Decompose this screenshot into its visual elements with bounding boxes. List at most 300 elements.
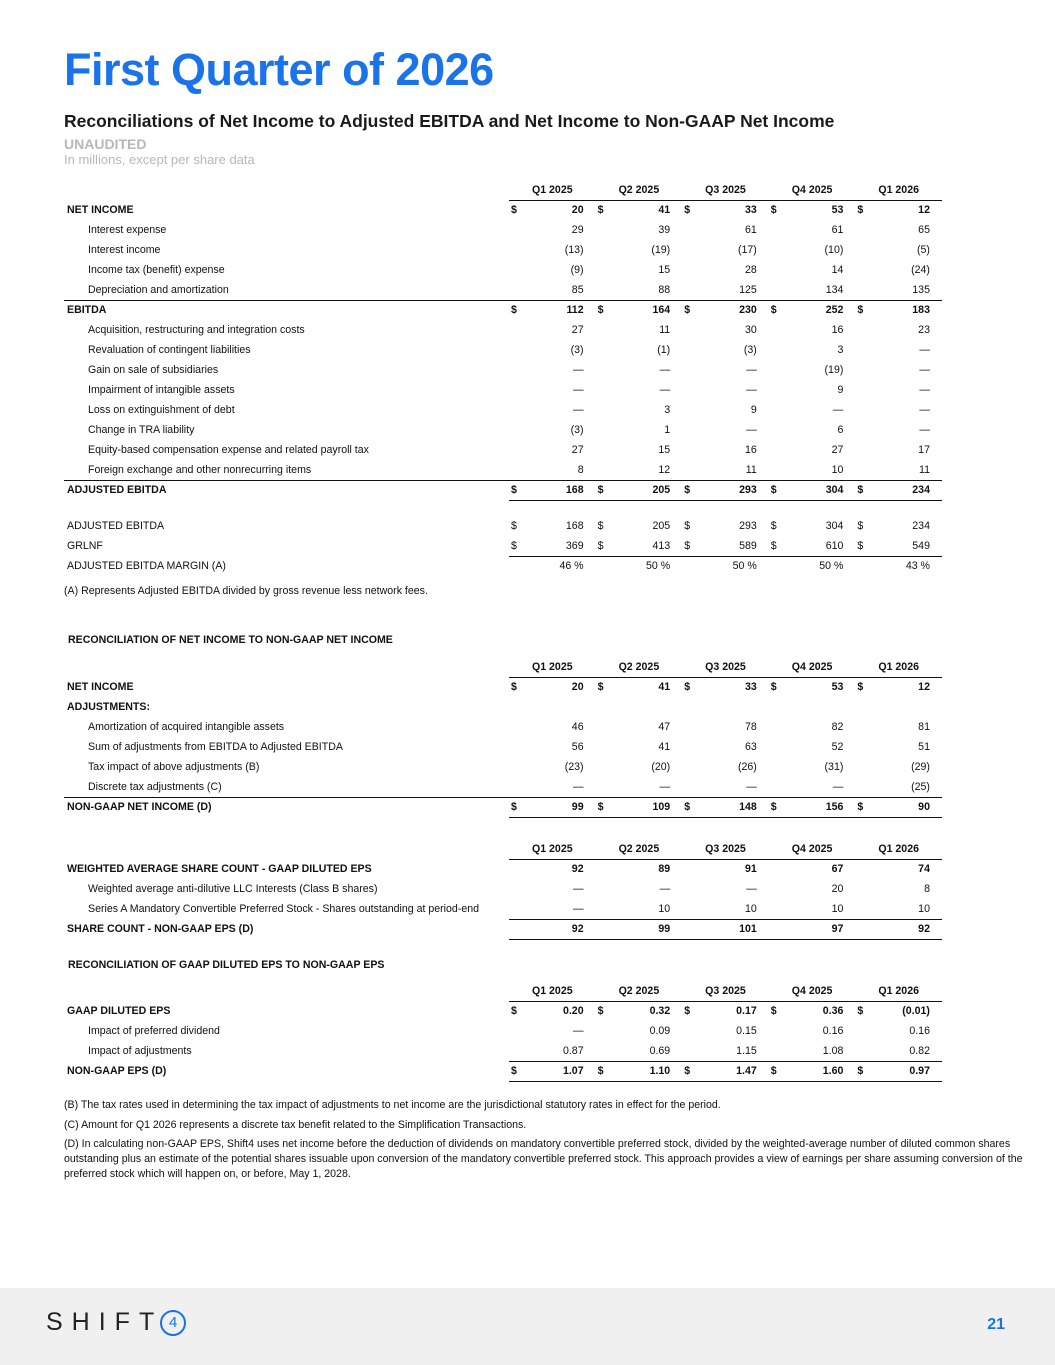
row-label: Impact of preferred dividend bbox=[88, 1025, 220, 1037]
ebitda-margin-table bbox=[64, 516, 942, 576]
currency-symbol bbox=[596, 220, 614, 240]
value-cell: 304 bbox=[825, 520, 844, 532]
currency-symbol bbox=[596, 1021, 614, 1041]
currency-symbol: $ bbox=[509, 797, 527, 817]
currency-symbol bbox=[682, 420, 700, 440]
table-row bbox=[64, 797, 942, 817]
currency-symbol: $ bbox=[770, 520, 777, 532]
value-cell: — bbox=[746, 364, 757, 376]
currency-symbol bbox=[682, 737, 700, 757]
value-cell: 27 bbox=[571, 444, 584, 456]
quarter-header: Q1 2026 bbox=[855, 180, 942, 200]
value-cell: 20 bbox=[571, 204, 584, 217]
currency-symbol bbox=[509, 240, 527, 260]
value-cell: 1.07 bbox=[527, 1061, 596, 1081]
quarter-header: Q1 2026 bbox=[855, 981, 942, 1001]
quarter-header: Q1 2025 bbox=[509, 839, 596, 859]
currency-symbol: $ bbox=[682, 480, 700, 500]
currency-symbol bbox=[855, 859, 873, 879]
value-cell: 0.69 bbox=[614, 1041, 683, 1061]
currency-symbol bbox=[769, 717, 787, 737]
currency-symbol bbox=[855, 380, 873, 400]
value-cell: 369 bbox=[527, 536, 596, 556]
value-cell: 293 bbox=[700, 480, 769, 500]
table-row bbox=[64, 516, 942, 536]
value-cell: 27 bbox=[571, 324, 584, 336]
currency-symbol bbox=[509, 717, 527, 737]
page-subtitle: Reconciliations of Net Income to Adjusted EBITDA and Net Income to Non-GAAP Net Income bbox=[64, 111, 835, 131]
value-cell: 28 bbox=[744, 264, 757, 276]
currency-symbol bbox=[596, 919, 614, 939]
row-label: Series A Mandatory Convertible Preferred Stock - Shares outstanding at period-end bbox=[88, 903, 480, 915]
value-cell: 63 bbox=[744, 741, 757, 753]
currency-symbol bbox=[509, 777, 527, 797]
value-cell: 168 bbox=[527, 480, 596, 500]
value-cell: 29 bbox=[571, 224, 584, 236]
value-cell: 53 bbox=[831, 681, 844, 694]
table-row bbox=[64, 777, 942, 797]
currency-symbol bbox=[682, 879, 700, 899]
row-label: EBITDA bbox=[64, 300, 509, 320]
currency-symbol: $ bbox=[596, 797, 614, 817]
currency-symbol bbox=[769, 440, 787, 460]
value-cell: 0.87 bbox=[527, 1041, 596, 1061]
value-cell: 589 bbox=[700, 536, 769, 556]
adjusted-ebitda-table bbox=[64, 180, 942, 501]
value-cell: 61 bbox=[831, 224, 844, 236]
value-cell: 92 bbox=[527, 919, 596, 939]
row-label: Interest expense bbox=[88, 224, 167, 236]
value-cell: 234 bbox=[912, 520, 930, 532]
value-cell: — bbox=[746, 384, 757, 396]
currency-symbol bbox=[769, 400, 787, 420]
value-cell: 78 bbox=[744, 721, 757, 733]
currency-symbol: $ bbox=[857, 204, 864, 217]
table-row bbox=[64, 220, 942, 240]
value-cell: 50 % bbox=[646, 560, 671, 573]
value-cell: 17 bbox=[918, 444, 930, 456]
currency-symbol bbox=[855, 400, 873, 420]
row-label: Amortization of acquired intangible assets bbox=[88, 721, 285, 733]
row-label: Impact of adjustments bbox=[88, 1045, 192, 1057]
value-cell: 1.47 bbox=[700, 1061, 769, 1081]
value-cell: 156 bbox=[787, 797, 856, 817]
currency-symbol bbox=[509, 737, 527, 757]
currency-symbol bbox=[769, 899, 787, 919]
quarter-header: Q2 2025 bbox=[596, 657, 683, 677]
value-cell: 99 bbox=[527, 797, 596, 817]
currency-symbol: $ bbox=[769, 300, 787, 320]
value-cell: 10 bbox=[873, 899, 942, 919]
currency-symbol bbox=[509, 340, 527, 360]
table-row bbox=[64, 200, 942, 220]
value-cell: 16 bbox=[831, 324, 844, 336]
row-label: ADJUSTED EBITDA bbox=[67, 520, 165, 532]
value-cell: 610 bbox=[787, 536, 856, 556]
value-cell: 205 bbox=[652, 520, 671, 532]
currency-symbol: $ bbox=[682, 300, 700, 320]
value-cell: 15 bbox=[658, 444, 671, 456]
value-cell: (10) bbox=[824, 244, 844, 256]
value-cell: — bbox=[919, 424, 930, 436]
value-cell bbox=[614, 697, 683, 717]
currency-symbol bbox=[682, 380, 700, 400]
value-cell: 10 bbox=[787, 899, 856, 919]
value-cell: 52 bbox=[831, 741, 844, 753]
currency-symbol: $ bbox=[855, 480, 873, 500]
currency-symbol: $ bbox=[511, 681, 517, 694]
currency-symbol bbox=[855, 440, 873, 460]
row-label: GRLNF bbox=[67, 540, 103, 552]
table-row bbox=[64, 340, 942, 360]
quarter-header: Q4 2025 bbox=[769, 180, 856, 200]
value-cell: (26) bbox=[737, 761, 757, 773]
currency-symbol bbox=[596, 879, 614, 899]
value-cell: 183 bbox=[873, 300, 942, 320]
value-cell: 89 bbox=[658, 863, 671, 876]
value-cell: 0.36 bbox=[822, 1005, 844, 1018]
value-cell: (0.01) bbox=[902, 1005, 930, 1018]
currency-symbol bbox=[682, 899, 700, 919]
currency-symbol: $ bbox=[597, 204, 604, 217]
value-cell: 16 bbox=[744, 444, 757, 456]
currency-symbol bbox=[509, 879, 527, 899]
value-cell: 27 bbox=[831, 444, 844, 456]
unaudited-label: UNAUDITED bbox=[64, 136, 147, 152]
page-footer bbox=[0, 1288, 1055, 1365]
currency-symbol bbox=[682, 340, 700, 360]
value-cell: 252 bbox=[787, 300, 856, 320]
currency-symbol: $ bbox=[769, 797, 787, 817]
value-cell: (24) bbox=[911, 264, 930, 276]
currency-symbol bbox=[509, 440, 527, 460]
currency-symbol bbox=[509, 320, 527, 340]
value-cell: (5) bbox=[917, 244, 930, 256]
currency-symbol bbox=[682, 919, 700, 939]
currency-symbol: $ bbox=[855, 536, 873, 556]
value-cell: 3 bbox=[837, 344, 844, 356]
quarter-header: Q4 2025 bbox=[769, 657, 856, 677]
row-label: Equity-based compensation expense and related payroll tax bbox=[88, 444, 369, 456]
currency-symbol bbox=[769, 556, 787, 576]
currency-symbol bbox=[596, 737, 614, 757]
currency-symbol bbox=[509, 1021, 527, 1041]
currency-symbol: $ bbox=[596, 480, 614, 500]
currency-symbol bbox=[855, 280, 873, 300]
currency-symbol: $ bbox=[770, 681, 777, 694]
footnote-d: (D) In calculating non-GAAP EPS, Shift4 uses net income before the deduction of dividends on mandatory convertible preferred stock, divided by the weighted-average number of diluted common shares outstanding plus an estimate of the potential shares issuable upon conversion of the mandatory convertible preferred stock. This approach provides a view of earnings per share assuming conversion of the preferred stock which will happen on, or before, May 1, 2028. bbox=[64, 1138, 1023, 1180]
value-cell: — bbox=[659, 883, 671, 895]
row-label: Income tax (benefit) expense bbox=[88, 264, 225, 276]
value-cell: (19) bbox=[651, 244, 671, 256]
value-cell: 50 % bbox=[819, 560, 844, 573]
table-row bbox=[64, 300, 942, 320]
value-cell: 67 bbox=[831, 863, 844, 876]
table-row bbox=[64, 879, 942, 899]
currency-symbol bbox=[682, 757, 700, 777]
value-cell: (17) bbox=[737, 244, 757, 256]
currency-symbol bbox=[682, 1021, 700, 1041]
currency-symbol bbox=[596, 859, 614, 879]
currency-symbol: $ bbox=[770, 1005, 777, 1018]
header-spacer bbox=[64, 180, 509, 200]
currency-symbol bbox=[596, 260, 614, 280]
value-cell: 0.82 bbox=[873, 1041, 942, 1061]
currency-symbol: $ bbox=[509, 1061, 527, 1081]
row-label: ADJUSTED EBITDA MARGIN (A) bbox=[67, 560, 226, 572]
value-cell: 56 bbox=[571, 741, 584, 753]
table-row bbox=[64, 1021, 942, 1041]
quarter-header: Q4 2025 bbox=[769, 981, 856, 1001]
row-label: Change in TRA liability bbox=[88, 424, 195, 436]
value-cell: 23 bbox=[918, 324, 930, 336]
value-cell: 1.10 bbox=[614, 1061, 683, 1081]
quarter-header: Q1 2026 bbox=[855, 657, 942, 677]
value-cell: 304 bbox=[787, 480, 856, 500]
currency-symbol bbox=[509, 757, 527, 777]
value-cell: 109 bbox=[614, 797, 683, 817]
value-cell: 11 bbox=[745, 463, 757, 476]
currency-symbol: $ bbox=[857, 1005, 864, 1018]
currency-symbol bbox=[682, 697, 700, 717]
quarter-header-row bbox=[64, 180, 942, 200]
footnote-b: (B) The tax rates used in determining the tax impact of adjustments to net income are the jurisdictional statutory rates in effect for the period. bbox=[64, 1099, 721, 1111]
table-row bbox=[64, 919, 942, 939]
currency-symbol bbox=[682, 320, 700, 340]
row-label: NET INCOME bbox=[67, 204, 134, 216]
quarter-header: Q2 2025 bbox=[596, 180, 683, 200]
value-cell: 8 bbox=[577, 463, 584, 476]
value-cell: 168 bbox=[565, 520, 584, 532]
currency-symbol bbox=[509, 280, 527, 300]
value-cell: 0.15 bbox=[736, 1025, 757, 1037]
value-cell: 9 bbox=[837, 384, 844, 396]
currency-symbol bbox=[855, 420, 873, 440]
row-label: WEIGHTED AVERAGE SHARE COUNT - GAAP DILUTED EPS bbox=[67, 863, 372, 875]
value-cell: — bbox=[919, 344, 930, 356]
currency-symbol: $ bbox=[682, 797, 700, 817]
currency-symbol bbox=[682, 460, 700, 480]
currency-symbol bbox=[509, 697, 527, 717]
row-label: Weighted average anti-dilutive LLC Interests (Class B shares) bbox=[88, 883, 378, 895]
value-cell: 92 bbox=[571, 863, 584, 876]
value-cell: 12 bbox=[918, 681, 930, 694]
currency-symbol: $ bbox=[770, 204, 777, 217]
value-cell: — bbox=[659, 384, 671, 396]
value-cell: (23) bbox=[564, 761, 584, 773]
table-row bbox=[64, 1041, 942, 1061]
currency-symbol: $ bbox=[511, 520, 517, 532]
currency-symbol bbox=[509, 460, 527, 480]
eps-reconciliation-table bbox=[64, 981, 942, 1082]
value-cell: — bbox=[659, 780, 671, 793]
value-cell: 91 bbox=[744, 863, 757, 876]
currency-symbol bbox=[509, 919, 527, 939]
value-cell: 12 bbox=[658, 463, 671, 476]
quarter-header: Q3 2025 bbox=[682, 657, 769, 677]
value-cell: — bbox=[832, 404, 844, 416]
value-cell: 53 bbox=[831, 204, 844, 217]
value-cell: 61 bbox=[744, 224, 757, 236]
currency-symbol: $ bbox=[684, 520, 691, 532]
quarter-header: Q3 2025 bbox=[682, 839, 769, 859]
value-cell: (20) bbox=[651, 761, 671, 773]
value-cell: (3) bbox=[570, 424, 584, 436]
value-cell: 39 bbox=[658, 224, 671, 236]
value-cell: — bbox=[573, 384, 584, 396]
value-cell: 74 bbox=[918, 863, 930, 876]
value-cell: (1) bbox=[657, 344, 671, 356]
value-cell: 10 bbox=[614, 899, 683, 919]
table-row bbox=[64, 360, 942, 380]
value-cell: 8 bbox=[924, 883, 930, 895]
table-row bbox=[64, 240, 942, 260]
row-label: Gain on sale of subsidiaries bbox=[88, 364, 219, 376]
currency-symbol bbox=[769, 220, 787, 240]
shift4-logo bbox=[46, 1308, 186, 1337]
currency-symbol bbox=[855, 556, 873, 576]
value-cell: 1.60 bbox=[787, 1061, 856, 1081]
currency-symbol bbox=[769, 737, 787, 757]
value-cell bbox=[787, 697, 856, 717]
currency-symbol: $ bbox=[855, 1061, 873, 1081]
logo-text: SHIFT bbox=[46, 1308, 164, 1336]
value-cell: (19) bbox=[824, 364, 844, 376]
table-row bbox=[64, 757, 942, 777]
value-cell: 125 bbox=[739, 283, 757, 296]
currency-symbol: $ bbox=[684, 204, 691, 217]
value-cell: 99 bbox=[614, 919, 683, 939]
row-label: Foreign exchange and other nonrecurring items bbox=[88, 463, 312, 476]
eps-section-title: RECONCILIATION OF GAAP DILUTED EPS TO NON-GAAP EPS bbox=[68, 959, 385, 971]
currency-symbol bbox=[769, 340, 787, 360]
currency-symbol bbox=[855, 460, 873, 480]
row-label: NON-GAAP EPS (D) bbox=[67, 1065, 167, 1077]
value-cell: 50 % bbox=[732, 560, 757, 573]
value-cell: 205 bbox=[614, 480, 683, 500]
value-cell: (29) bbox=[911, 761, 930, 773]
currency-symbol bbox=[855, 757, 873, 777]
table-row bbox=[64, 1061, 942, 1081]
currency-symbol bbox=[769, 360, 787, 380]
value-cell: (31) bbox=[824, 761, 844, 773]
currency-symbol bbox=[682, 777, 700, 797]
currency-symbol bbox=[769, 777, 787, 797]
value-cell: 10 bbox=[700, 899, 769, 919]
quarter-header-row bbox=[64, 981, 942, 1001]
value-cell: 85 bbox=[571, 283, 584, 296]
currency-symbol bbox=[596, 717, 614, 737]
value-cell: 9 bbox=[750, 404, 757, 416]
value-cell: 47 bbox=[658, 721, 671, 733]
currency-symbol bbox=[682, 1041, 700, 1061]
currency-symbol bbox=[596, 400, 614, 420]
value-cell: 0.20 bbox=[562, 1005, 584, 1018]
value-cell: 41 bbox=[658, 204, 671, 217]
page-number: 21 bbox=[987, 1316, 1005, 1333]
value-cell bbox=[873, 697, 942, 717]
quarter-header: Q1 2025 bbox=[509, 657, 596, 677]
row-label: Revaluation of contingent liabilities bbox=[88, 344, 251, 356]
currency-symbol bbox=[769, 919, 787, 939]
currency-symbol bbox=[509, 859, 527, 879]
currency-symbol bbox=[682, 717, 700, 737]
currency-symbol bbox=[769, 280, 787, 300]
table-row bbox=[64, 677, 942, 697]
value-cell: (3) bbox=[743, 344, 757, 356]
currency-symbol: $ bbox=[682, 536, 700, 556]
table-row bbox=[64, 380, 942, 400]
table-row bbox=[64, 556, 942, 576]
value-cell: — bbox=[573, 780, 584, 793]
currency-symbol bbox=[855, 340, 873, 360]
currency-symbol bbox=[682, 260, 700, 280]
currency-symbol: $ bbox=[597, 520, 604, 532]
value-cell: 293 bbox=[739, 520, 757, 532]
row-label: ADJUSTED EBITDA bbox=[64, 480, 509, 500]
value-cell: — bbox=[573, 1025, 584, 1037]
currency-symbol bbox=[855, 240, 873, 260]
value-cell: 164 bbox=[614, 300, 683, 320]
page-title: First Quarter of 2026 bbox=[64, 44, 494, 95]
currency-symbol: $ bbox=[857, 681, 864, 694]
footnote-a: (A) Represents Adjusted EBITDA divided by gross revenue less network fees. bbox=[64, 585, 428, 597]
table-row bbox=[64, 536, 942, 556]
table-row bbox=[64, 859, 942, 879]
value-cell: 134 bbox=[825, 283, 844, 296]
header-spacer bbox=[64, 657, 509, 677]
currency-symbol bbox=[769, 757, 787, 777]
value-cell: — bbox=[832, 780, 844, 793]
value-cell bbox=[700, 697, 769, 717]
nongaap-section-title: RECONCILIATION OF NET INCOME TO NON-GAAP NET INCOME bbox=[68, 634, 393, 646]
row-label: SHARE COUNT - NON-GAAP EPS (D) bbox=[67, 923, 254, 935]
value-cell: 41 bbox=[658, 741, 671, 753]
value-cell: 0.32 bbox=[649, 1005, 671, 1018]
quarter-header: Q4 2025 bbox=[769, 839, 856, 859]
row-label: Interest income bbox=[88, 244, 161, 256]
value-cell: — bbox=[746, 424, 757, 436]
quarter-header: Q2 2025 bbox=[596, 839, 683, 859]
table-row bbox=[64, 440, 942, 460]
table-row bbox=[64, 320, 942, 340]
value-cell: 11 bbox=[659, 324, 671, 336]
value-cell: 20 bbox=[571, 681, 584, 694]
value-cell: 10 bbox=[831, 463, 844, 476]
currency-symbol bbox=[596, 697, 614, 717]
currency-symbol: $ bbox=[511, 204, 517, 217]
table-row bbox=[64, 480, 942, 500]
currency-symbol bbox=[596, 777, 614, 797]
currency-symbol bbox=[769, 240, 787, 260]
value-cell: 46 % bbox=[559, 560, 584, 573]
header-spacer bbox=[64, 981, 509, 1001]
value-cell: — bbox=[573, 404, 584, 416]
value-cell: 30 bbox=[744, 324, 757, 336]
row-label: ADJUSTMENTS: bbox=[67, 701, 150, 713]
value-cell: 51 bbox=[918, 741, 930, 753]
currency-symbol bbox=[682, 400, 700, 420]
currency-symbol: $ bbox=[682, 1061, 700, 1081]
value-cell: 46 bbox=[571, 721, 584, 733]
share-count-table bbox=[64, 839, 942, 940]
currency-symbol bbox=[509, 420, 527, 440]
row-label: Discrete tax adjustments (C) bbox=[88, 780, 222, 793]
table-row bbox=[64, 697, 942, 717]
footnote-c: (C) Amount for Q1 2026 represents a discrete tax benefit related to the Simplification Transactions. bbox=[64, 1119, 527, 1131]
value-cell: — bbox=[746, 780, 757, 793]
value-cell: 413 bbox=[614, 536, 683, 556]
